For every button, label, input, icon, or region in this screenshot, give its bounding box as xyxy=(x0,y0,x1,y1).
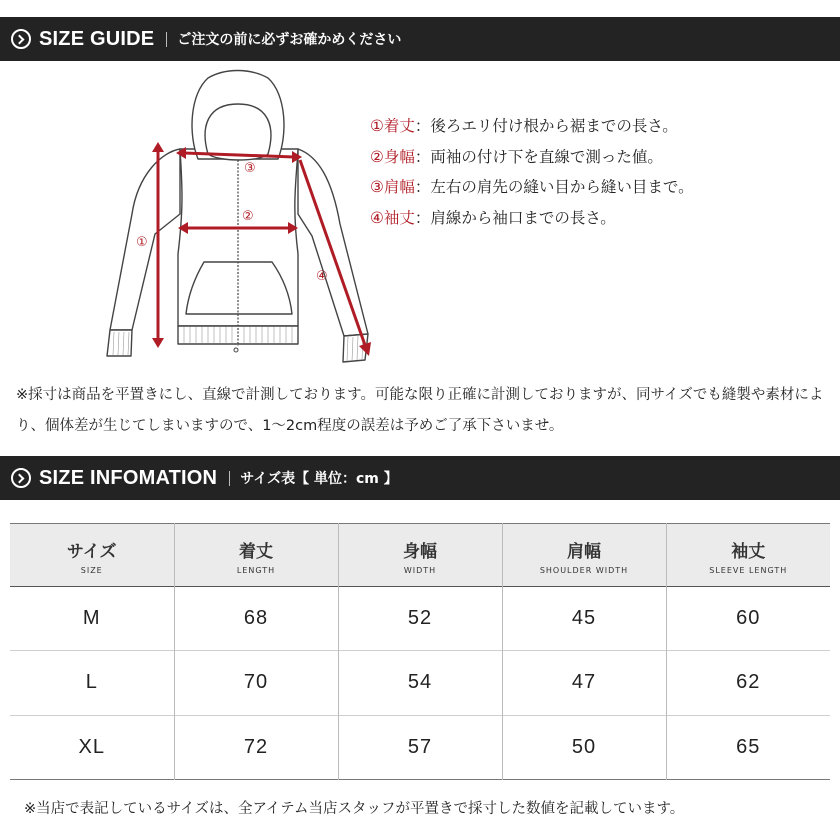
chevron-right-icon xyxy=(11,29,31,49)
cell-size: M xyxy=(10,587,174,651)
size-guide-subtitle: ご注文の前に必ずお確かめください xyxy=(177,32,402,48)
legend-number: ③ xyxy=(370,178,384,196)
cell-width: 57 xyxy=(338,715,502,779)
cell-shoulder-width: 50 xyxy=(502,715,666,779)
size-guide-title: SIZE GUIDE xyxy=(39,27,155,50)
table-row xyxy=(10,587,830,651)
size-guide-header xyxy=(0,17,840,61)
header-length: 着丈 LENGTH xyxy=(174,524,338,587)
legend-description: ：両袖の付け下を直線で測った値。 xyxy=(414,147,663,166)
legend-item-length xyxy=(370,111,694,142)
hood-inner xyxy=(205,104,271,160)
legend-item-shoulder xyxy=(370,172,694,203)
cell-sleeve-length: 65 xyxy=(736,735,761,758)
header-divider xyxy=(229,471,230,486)
cell-width: 52 xyxy=(338,587,502,651)
measurement-note: ※採寸は商品を平置きにし、直線で計測しております。可能な限り正確に計測しておりますが、同サイズでも縫製や素材により、個体差が生じてしまいますので、1〜2cm程度の誤差は予めご了承下さいませ。 xyxy=(16,387,824,434)
store-note: ※当店で表記しているサイズは、全アイテム当店スタッフが平置きで採寸した数値を記載しています。 xyxy=(24,801,685,817)
marker-shoulder: ③ xyxy=(244,161,256,176)
legend-description: ：後ろエリ付け根から裾までの長さ。 xyxy=(414,117,678,135)
size-info-title: SIZE INFOMATION xyxy=(39,466,218,489)
legend-item-sleeve xyxy=(370,203,694,234)
cell-length: 72 xyxy=(174,715,338,779)
cell-width: 54 xyxy=(338,651,502,715)
cell-shoulder-width: 47 xyxy=(502,651,666,715)
marker-length: ① xyxy=(136,235,148,250)
kangaroo-pocket xyxy=(186,262,292,314)
size-info-header xyxy=(0,456,840,500)
header-divider xyxy=(166,32,167,47)
cell-shoulder-width: 45 xyxy=(502,587,666,651)
legend-item-width xyxy=(370,142,694,173)
cell-size: L xyxy=(10,651,174,715)
legend-description: ：肩線から袖口までの長さ。 xyxy=(414,208,616,227)
header-size: サイズ SIZE xyxy=(10,524,174,587)
marker-sleeve: ④ xyxy=(316,269,328,284)
measurement-legend xyxy=(370,111,694,233)
cell-sleeve-length: 60 xyxy=(736,607,761,630)
right-sleeve xyxy=(298,149,368,336)
legend-label: 肩幅 xyxy=(383,178,415,196)
header-shoulder-width: 肩幅 SHOULDER WIDTH xyxy=(502,524,666,587)
cell-sleeve-length: 62 xyxy=(736,671,761,694)
legend-number: ② xyxy=(370,147,384,166)
table-header-row xyxy=(10,524,830,587)
zipper-pull xyxy=(234,348,238,352)
chevron-right-icon xyxy=(11,468,31,488)
legend-number: ④ xyxy=(370,208,384,227)
marker-width: ② xyxy=(242,209,254,224)
legend-number: ① xyxy=(370,117,384,135)
legend-label: 身幅 xyxy=(383,147,415,166)
legend-description: ：左右の肩先の縫い目から縫い目まで。 xyxy=(414,178,694,196)
cell-length: 68 xyxy=(174,587,338,651)
table-row xyxy=(10,715,830,779)
cell-size: XL xyxy=(10,715,174,779)
header-sleeve-length: 袖丈 SLEEVE LENGTH xyxy=(709,542,788,575)
table-row xyxy=(10,651,830,715)
legend-label: 袖丈 xyxy=(383,208,415,227)
legend-label: 着丈 xyxy=(383,117,415,135)
hoodie-measurement-diagram xyxy=(100,64,380,364)
cell-length: 70 xyxy=(174,651,338,715)
size-table xyxy=(10,523,830,780)
size-info-subtitle: サイズ表【 単位：cm 】 xyxy=(240,471,398,487)
header-width: 身幅 WIDTH xyxy=(338,524,502,587)
sleeve-arrow xyxy=(300,160,366,348)
